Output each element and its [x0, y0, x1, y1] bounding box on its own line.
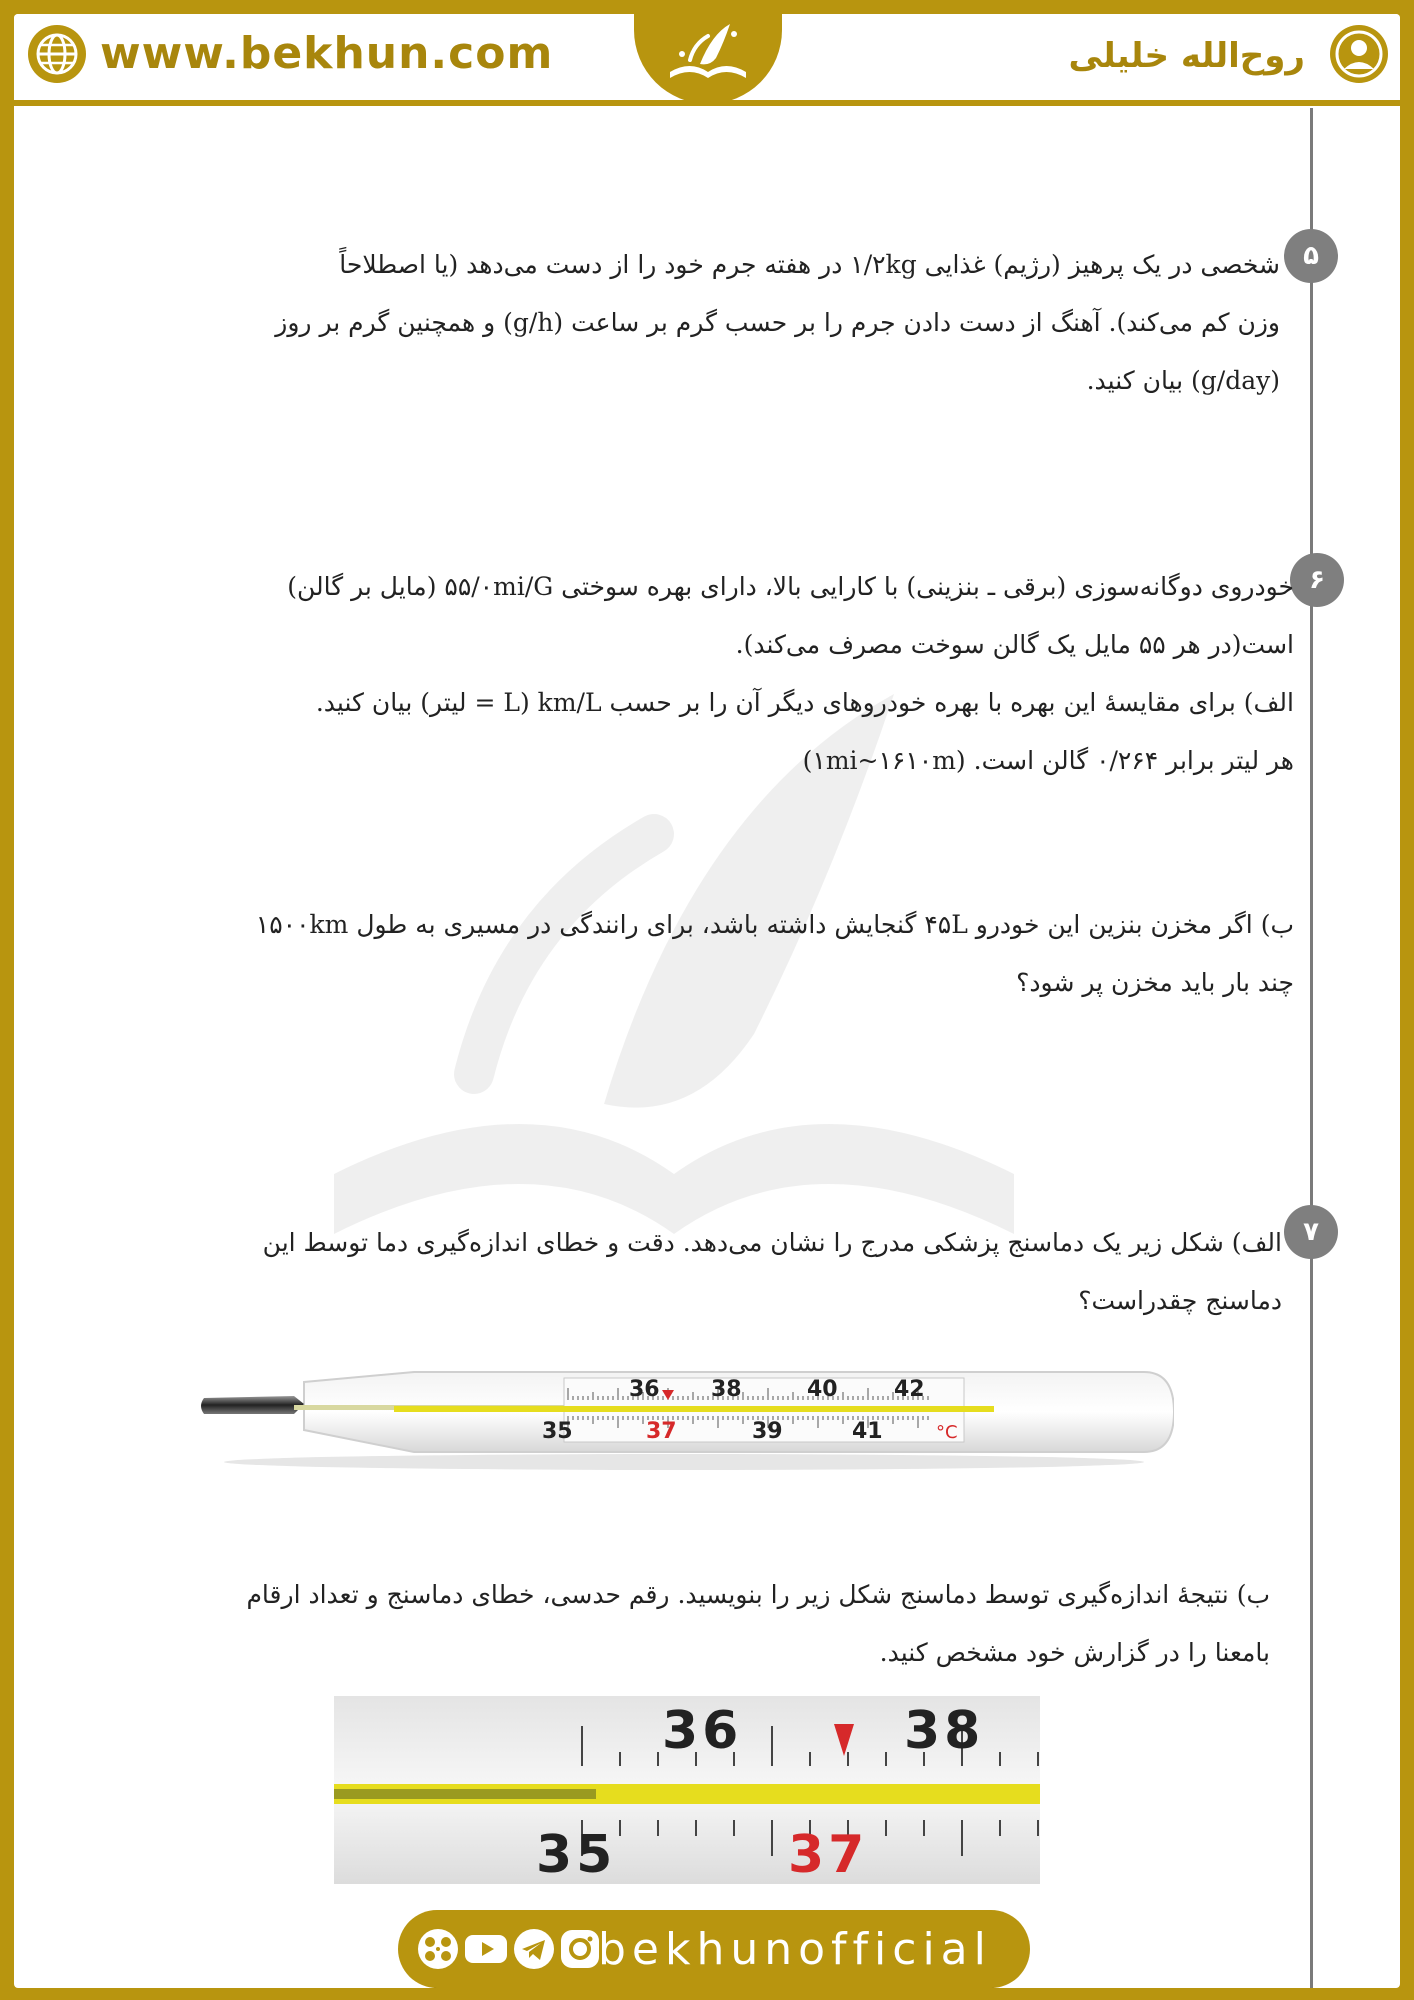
zoom-top-label: 38	[904, 1701, 985, 1761]
zoomed-scale-figure	[334, 1696, 1040, 1884]
thermo-bottom-label: 35	[542, 1419, 573, 1444]
question-6-line: خودروی دوگانه‌سوزی (برقی ـ بنزینی) با کارایی بالا، دارای بهره سوختی ۵۵/۰mi/G (مایل بر گالن)	[287, 572, 1294, 601]
thermometer-drawing	[184, 1334, 1174, 1484]
thermo-unit: °C	[936, 1422, 958, 1443]
question-5-line: شخصی در یک پرهیز (رژیم) غذایی ۱/۲kg در هفته جرم خود را از دست می‌دهد (یا اصطلاحاً	[339, 250, 1280, 279]
question-6-b-line: ب) اگر مخزن بنزین این خودرو ۴۵L گنجایش داشته باشد، برای رانندگی در مسیری به طول ۱۵۰۰km	[255, 910, 1294, 939]
thermo-top-label: 38	[711, 1377, 742, 1402]
question-6-number: ۶	[1290, 553, 1344, 607]
question-7-b-line: ب) نتیجهٔ اندازه‌گیری توسط دماسنج شکل زیر را بنویسید. رقم حدسی، خطای دماسنج و تعداد ارقام	[246, 1580, 1270, 1609]
thermometer-figure	[184, 1334, 1174, 1484]
zoom-bottom-label: 35	[536, 1825, 617, 1884]
question-7-b-line: بامعنا را در گزارش خود مشخص کنید.	[879, 1638, 1270, 1667]
zoom-top-label: 36	[662, 1701, 743, 1761]
zoomed-scale-drawing	[334, 1696, 1040, 1884]
book-logo-icon	[660, 14, 756, 94]
instagram-icon[interactable]	[558, 1927, 602, 1971]
footer-social-bar	[398, 1910, 1030, 1988]
thermo-top-label: 40	[807, 1377, 838, 1402]
question-7-a-line: دماسنج چقدراست؟	[1078, 1286, 1282, 1315]
question-7-part-a	[263, 1214, 1282, 1330]
question-6-line: الف) برای مقایسهٔ این بهره با بهره خودروهای دیگر آن را بر حسب km/L (L = لیتر) بیان کنید.	[315, 688, 1294, 717]
youtube-icon[interactable]	[464, 1927, 508, 1971]
question-5-line: (g/day) بیان کنید.	[1086, 366, 1280, 395]
site-url[interactable]: www.bekhun.com	[100, 28, 554, 79]
telegram-icon[interactable]	[512, 1927, 556, 1971]
page	[14, 14, 1400, 1988]
thermo-bottom-label: 39	[752, 1419, 783, 1444]
question-6-b-line: چند بار باید مخزن پر شود؟	[1016, 968, 1294, 997]
globe-icon	[26, 23, 88, 85]
brand-logo	[634, 14, 782, 104]
thermo-bottom-label: 41	[852, 1419, 883, 1444]
question-6-part-b	[256, 896, 1294, 1012]
thermo-top-label: 36	[629, 1377, 660, 1402]
zoom-bottom-label: 37	[788, 1825, 869, 1884]
question-5-text	[275, 236, 1280, 410]
question-6-line: است(در هر ۵۵ مایل یک گالن سوخت مصرف می‌کند).	[735, 630, 1294, 659]
question-7-part-b	[246, 1566, 1270, 1682]
user-avatar-icon	[1328, 23, 1390, 85]
question-5-line: وزن کم می‌کند). آهنگ از دست دادن جرم را بر حسب گرم بر ساعت (g/h) و همچنین گرم بر روز	[275, 308, 1280, 337]
thermo-bottom-label: 37	[646, 1419, 677, 1444]
social-handle[interactable]: bekhunofficial	[598, 1924, 992, 1975]
question-6-text	[287, 558, 1294, 790]
question-5-number: ۵	[1284, 229, 1338, 283]
question-6-line: هر لیتر برابر ۰/۲۶۴ گالن است. (۱mi~۱۶۱۰m)	[802, 746, 1294, 775]
question-7-number: ۷	[1284, 1205, 1338, 1259]
author-name: روح‌الله خلیلی	[1068, 36, 1305, 76]
aparat-icon[interactable]	[416, 1927, 460, 1971]
thermo-top-label: 42	[894, 1377, 925, 1402]
header	[14, 14, 1400, 106]
question-7-a-line: الف) شکل زیر یک دماسنج پزشکی مدرج را نشان می‌دهد. دقت و خطای اندازه‌گیری دما توسط این	[262, 1228, 1282, 1257]
margin-line	[1310, 108, 1313, 1988]
